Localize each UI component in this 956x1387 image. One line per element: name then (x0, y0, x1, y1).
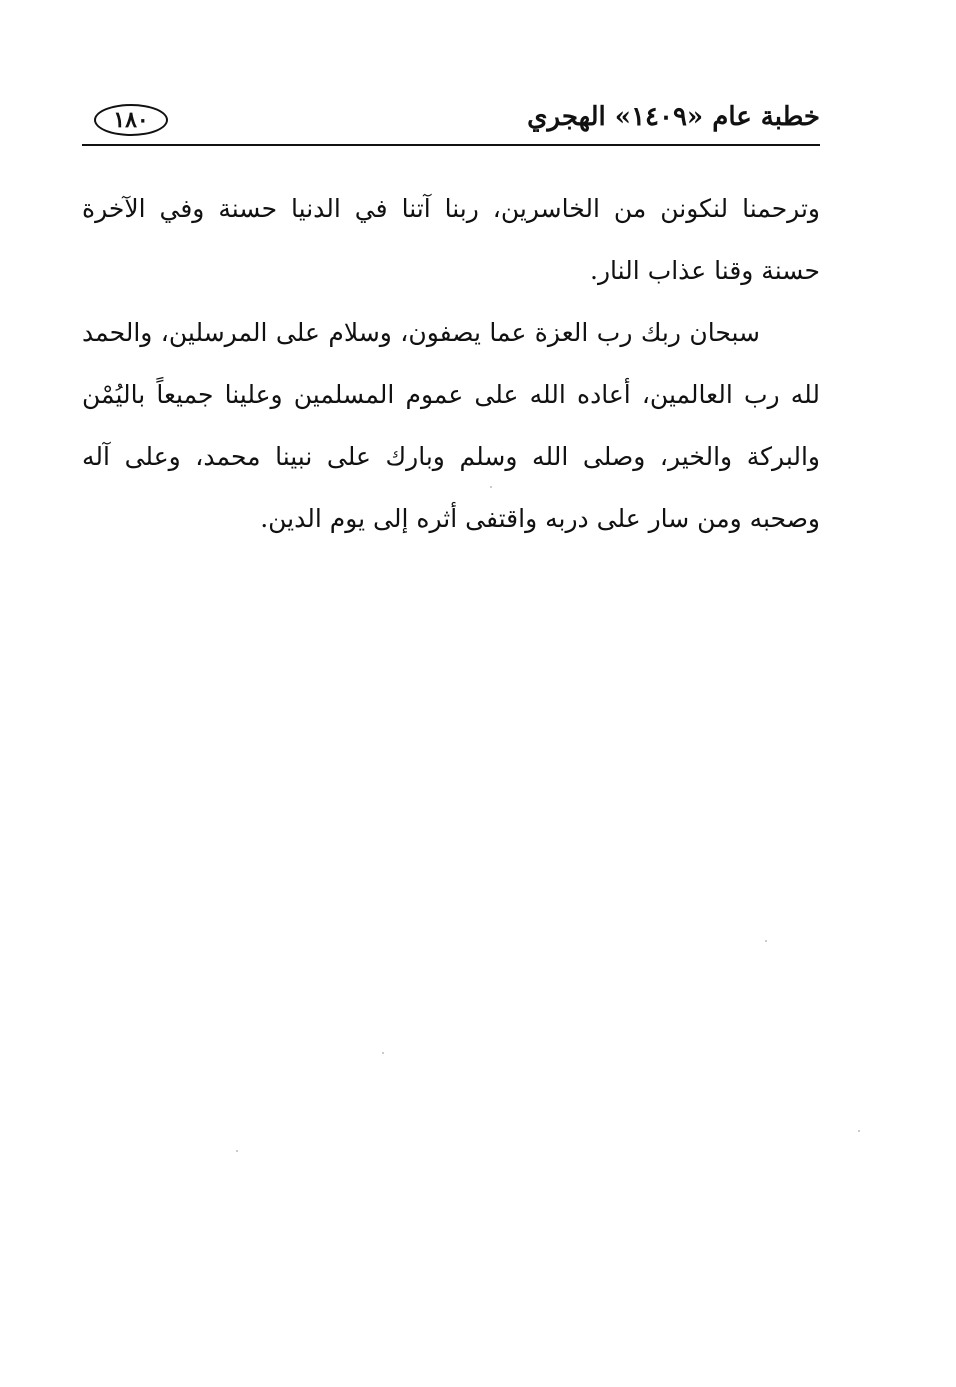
scan-speck (236, 1150, 238, 1152)
paragraph-final-praise: سبحان ربك رب العزة عما يصفون، وسلام على المرسلين، والحمد لله رب العالمين، أعاده الله على عموم المسلمين وعلينا جميعاً باليُمْن والبركة والخير، وصلى الله وسلم وبارك على نبينا محمد، وعلى آله وصحبه ومن سار على دربه واقتفى أثره إلى يوم الدين. (82, 318, 820, 533)
paragraph-closing-supplication: وترحمنا لنكونن من الخاسرين، ربنا آتنا في الدنيا حسنة وفي الآخرة حسنة وقنا عذاب النار. (82, 194, 820, 285)
scan-speck (382, 1052, 384, 1054)
scan-speck (765, 940, 767, 942)
header-title: خطبة عام «١٤٠٩» الهجري (527, 102, 820, 132)
page-number: ١٨٠ (94, 104, 168, 136)
scan-speck (858, 1130, 860, 1132)
body-text (82, 178, 820, 550)
scan-speck (490, 486, 492, 488)
running-header (82, 98, 820, 146)
